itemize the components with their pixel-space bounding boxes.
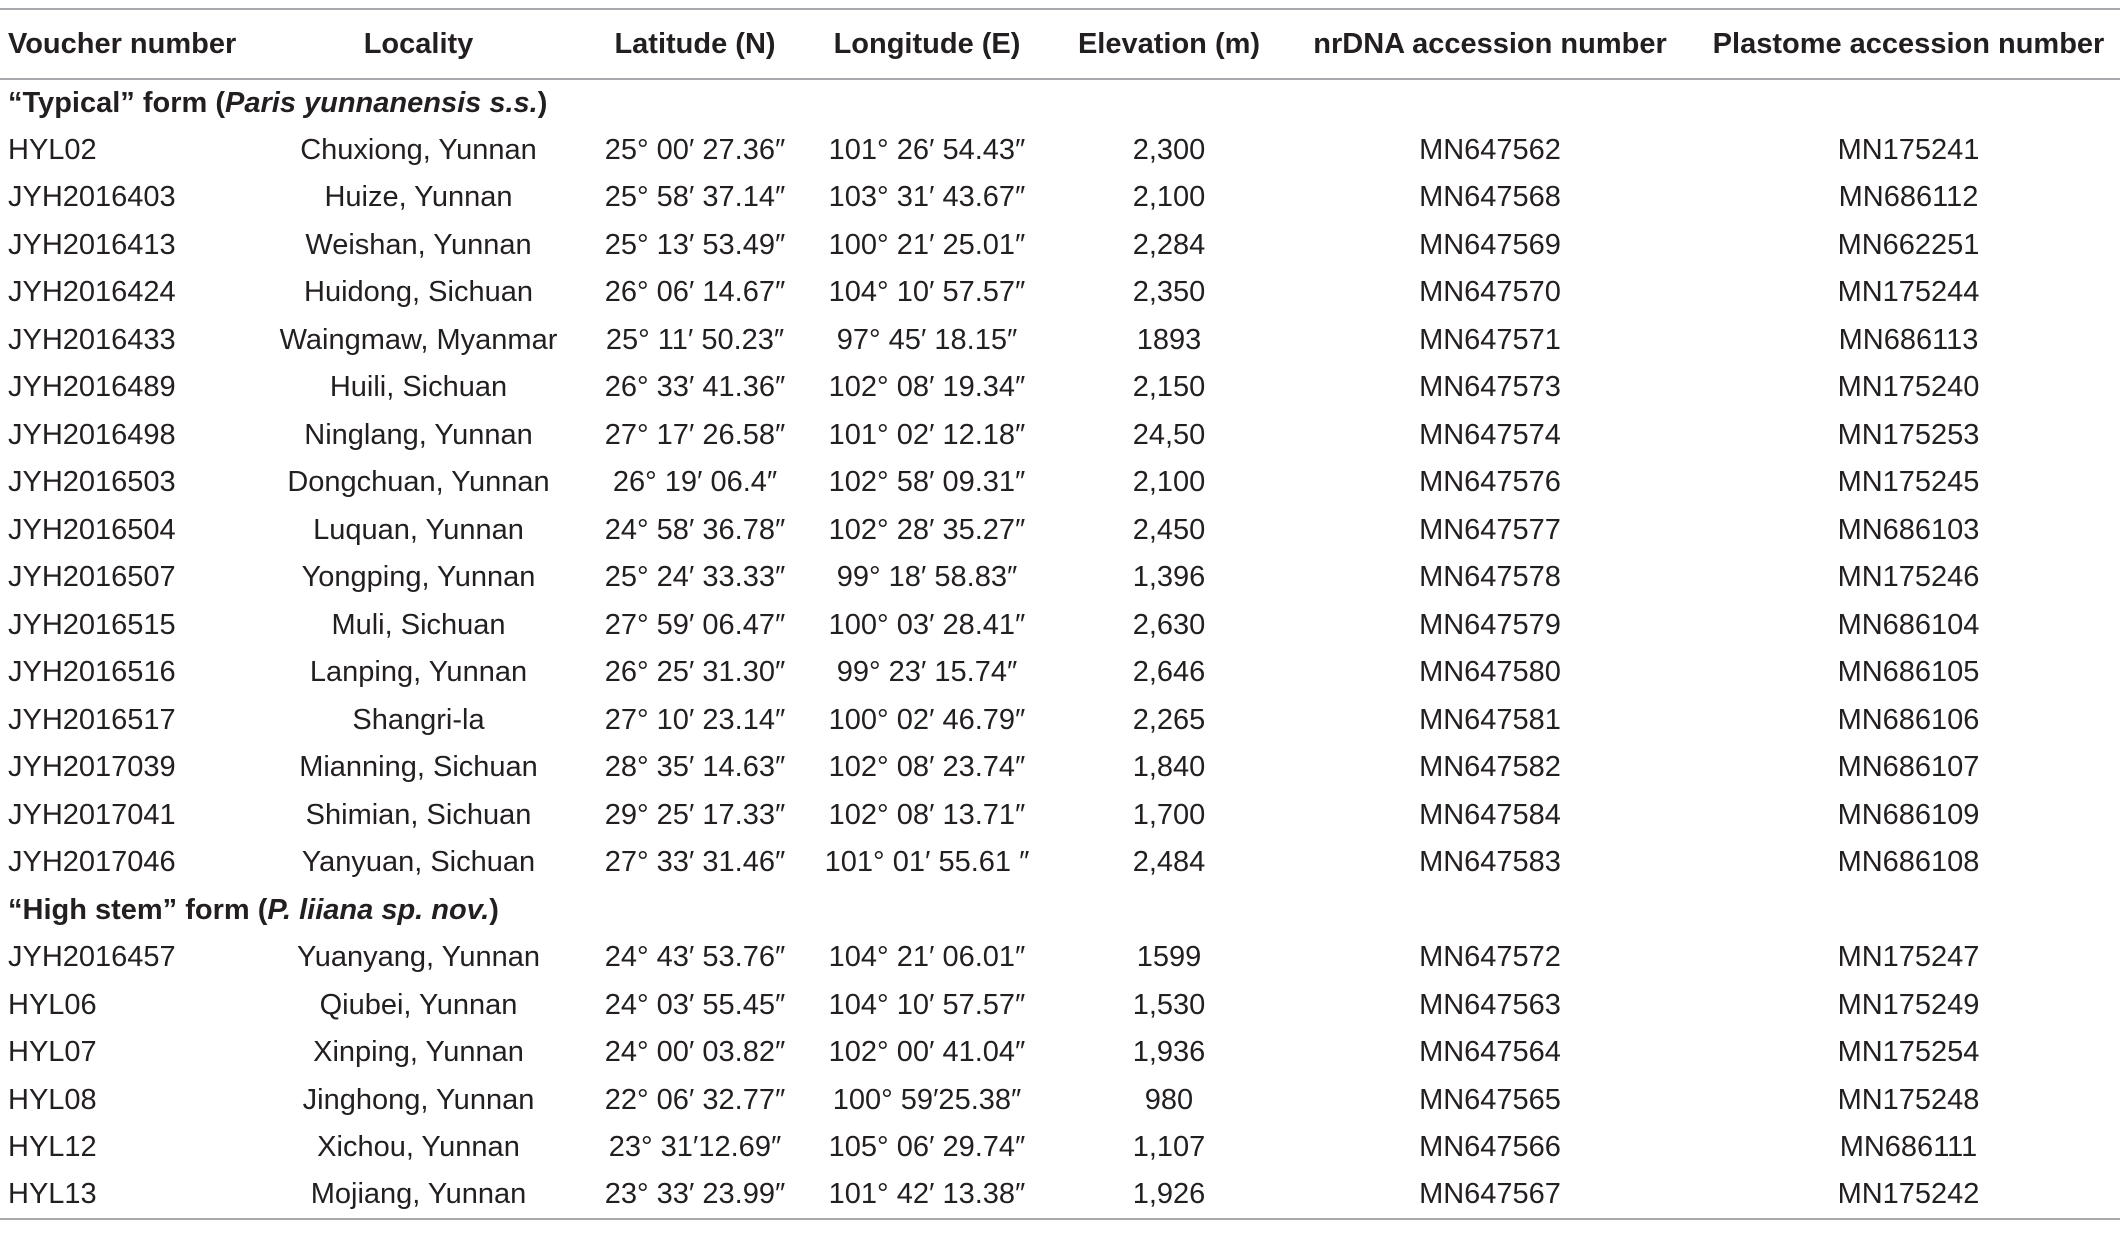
nrdna-accession-cell: MN647583 [1419, 846, 1561, 879]
voucher-number-cell: JYH2016457 [8, 941, 176, 974]
section-heading-prefix: “High stem” form ( [8, 893, 268, 926]
elevation-cell: 2,450 [1132, 513, 1206, 546]
header-row [0, 9, 2120, 79]
table-row [0, 1124, 2120, 1172]
longitude-cell: 99° 18′ 58.83″ [836, 561, 1018, 594]
header-elevation: Elevation (m) [1055, 9, 1283, 79]
plastome-accession-cell: MN686106 [1837, 703, 1980, 736]
voucher-number-cell: HYL02 [8, 133, 97, 166]
voucher-number-cell: HYL13 [0, 1172, 246, 1220]
latitude-cell: 27° 59′ 06.47″ [604, 608, 786, 641]
longitude-cell: 97° 45′ 18.15″ [836, 323, 1018, 356]
elevation-cell: 2,350 [1132, 276, 1206, 309]
locality-cell: Mianning, Sichuan [299, 751, 538, 784]
header-nrdna-accession: nrDNA accession number [1283, 9, 1697, 79]
longitude-cell: 102° 58′ 09.31″ [828, 466, 1026, 499]
nrdna-accession-cell: MN647576 [1419, 466, 1561, 499]
voucher-number-cell: HYL12 [8, 1131, 97, 1164]
table-row [0, 839, 2120, 887]
longitude-cell: 99° 23′ 15.74″ [836, 656, 1018, 689]
elevation-cell: 1,936 [1132, 1036, 1206, 1069]
elevation-cell: 2,300 [1132, 133, 1206, 166]
nrdna-accession-cell: MN647580 [1419, 656, 1561, 689]
plastome-accession-cell: MN686109 [1837, 798, 1980, 831]
plastome-accession-cell: MN686113 [1838, 323, 1979, 356]
voucher-number-cell: HYL06 [8, 988, 97, 1021]
table-row [0, 412, 2120, 460]
voucher-number-cell: JYH2016413 [8, 228, 176, 261]
elevation-cell: 2,150 [1132, 371, 1206, 404]
locality-cell: Yuanyang, Yunnan [297, 941, 540, 974]
latitude-cell: 26° 06′ 14.67″ [604, 276, 786, 309]
elevation-cell: 1599 [1136, 941, 1202, 974]
table-row [0, 1029, 2120, 1077]
locality-cell: Luquan, Yunnan [313, 513, 524, 546]
nrdna-accession-cell: MN647570 [1419, 276, 1561, 309]
longitude-cell: 101° 02′ 12.18″ [828, 418, 1026, 451]
locality-cell: Waingmaw, Myanmar [279, 323, 558, 356]
nrdna-accession-cell: MN647572 [1419, 941, 1561, 974]
latitude-cell: 27° 33′ 31.46″ [604, 846, 786, 879]
voucher-number-cell: JYH2016503 [8, 466, 176, 499]
locality-cell: Yanyuan, Sichuan [301, 846, 536, 879]
table-row [0, 792, 2120, 840]
locality-cell: Xinping, Yunnan [313, 1036, 524, 1069]
section-heading [0, 887, 2120, 935]
longitude-cell: 104° 21′ 06.01″ [828, 941, 1026, 974]
plastome-accession-cell: MN686103 [1837, 513, 1980, 546]
locality-cell: Weishan, Yunnan [305, 228, 532, 261]
elevation-cell: 1,840 [1132, 751, 1206, 784]
longitude-cell: 104° 10′ 57.57″ [828, 988, 1026, 1021]
latitude-cell: 24° 58′ 36.78″ [604, 513, 786, 546]
plastome-accession-cell: MN686107 [1837, 751, 1980, 784]
table-row [0, 602, 2120, 650]
header-plastome-accession: Plastome accession number [1697, 9, 2120, 79]
plastome-accession-cell: MN175241 [1837, 133, 1980, 166]
table-row [0, 507, 2120, 555]
nrdna-accession-cell: MN647567 [1283, 1172, 1697, 1220]
elevation-cell: 1,396 [1132, 561, 1206, 594]
nrdna-accession-cell: MN647563 [1419, 988, 1561, 1021]
longitude-cell: 105° 06′ 29.74″ [828, 1131, 1026, 1164]
nrdna-accession-cell: MN647581 [1419, 703, 1561, 736]
header-latitude: Latitude (N) [591, 9, 799, 79]
latitude-cell: 24° 00′ 03.82″ [604, 1036, 786, 1069]
elevation-cell: 1893 [1136, 323, 1202, 356]
longitude-cell: 101° 01′ 55.61 ″ [824, 846, 1030, 879]
voucher-number-cell: HYL08 [8, 1083, 97, 1116]
voucher-number-cell: JYH2016516 [8, 656, 176, 689]
elevation-cell: 2,630 [1132, 608, 1206, 641]
elevation-cell: 1,530 [1132, 988, 1206, 1021]
nrdna-accession-cell: MN647574 [1419, 418, 1561, 451]
voucher-number-cell: JYH2016424 [8, 276, 176, 309]
voucher-number-cell: JYH2016507 [8, 561, 176, 594]
plastome-accession-cell: MN686108 [1837, 846, 1980, 879]
header-longitude: Longitude (E) [799, 9, 1055, 79]
nrdna-accession-cell: MN647577 [1419, 513, 1561, 546]
plastome-accession-cell: MN175245 [1837, 466, 1980, 499]
longitude-cell: 101° 26′ 54.43″ [828, 133, 1026, 166]
plastome-accession-cell: MN686105 [1837, 656, 1980, 689]
plastome-accession-cell: MN175246 [1837, 561, 1980, 594]
section-heading-prefix: “Typical” form ( [8, 86, 225, 119]
section-heading-taxon: P. liiana sp. nov. [267, 893, 490, 926]
voucher-number-cell: JYH2016515 [8, 608, 176, 641]
latitude-cell: 23° 33′ 23.99″ [591, 1172, 799, 1220]
latitude-cell: 25° 58′ 37.14″ [604, 181, 786, 214]
locality-cell: Jinghong, Yunnan [302, 1083, 535, 1116]
table-header [0, 9, 2120, 79]
locality-cell: Ninglang, Yunnan [304, 418, 533, 451]
voucher-number-cell: HYL07 [8, 1036, 97, 1069]
nrdna-accession-cell: MN647564 [1419, 1036, 1561, 1069]
nrdna-accession-cell: MN647582 [1419, 751, 1561, 784]
elevation-cell: 2,100 [1132, 181, 1206, 214]
plastome-accession-cell: MN175242 [1697, 1172, 2120, 1220]
voucher-number-cell: JYH2016504 [8, 513, 176, 546]
specimen-table [0, 8, 2120, 1220]
elevation-cell: 1,107 [1132, 1131, 1206, 1164]
elevation-cell: 24,50 [1132, 418, 1206, 451]
latitude-cell: 27° 17′ 26.58″ [604, 418, 786, 451]
nrdna-accession-cell: MN647571 [1419, 323, 1561, 356]
table-row [0, 317, 2120, 365]
latitude-cell: 22° 06′ 32.77″ [604, 1083, 786, 1116]
voucher-number-cell: JYH2016433 [8, 323, 176, 356]
plastome-accession-cell: MN175253 [1837, 418, 1980, 451]
header-locality: Locality [246, 9, 591, 79]
table-row [0, 1077, 2120, 1125]
voucher-number-cell: JYH2016403 [8, 181, 176, 214]
elevation-cell: 2,284 [1132, 228, 1206, 261]
plastome-accession-cell: MN175254 [1837, 1036, 1980, 1069]
latitude-cell: 23° 31′12.69″ [608, 1131, 782, 1164]
locality-cell: Qiubei, Yunnan [319, 988, 518, 1021]
locality-cell: Shimian, Sichuan [305, 798, 532, 831]
nrdna-accession-cell: MN647578 [1419, 561, 1561, 594]
plastome-accession-cell: MN686112 [1838, 181, 1979, 214]
voucher-number-cell: JYH2017039 [8, 751, 176, 784]
locality-cell: Shangri-la [352, 703, 485, 736]
nrdna-accession-cell: MN647565 [1419, 1083, 1561, 1116]
longitude-cell: 102° 28′ 35.27″ [828, 513, 1026, 546]
table-row [0, 174, 2120, 222]
voucher-number-cell: JYH2017041 [8, 798, 176, 831]
nrdna-accession-cell: MN647562 [1419, 133, 1561, 166]
table-row [0, 982, 2120, 1030]
locality-cell: Lanping, Yunnan [309, 656, 528, 689]
elevation-cell: 1,700 [1132, 798, 1206, 831]
latitude-cell: 26° 25′ 31.30″ [604, 656, 786, 689]
section-heading-row [0, 79, 2120, 127]
longitude-cell: 100° 59′25.38″ [832, 1083, 1022, 1116]
table-row [0, 554, 2120, 602]
table-row [0, 222, 2120, 270]
voucher-number-cell: JYH2016489 [8, 371, 176, 404]
nrdna-accession-cell: MN647569 [1419, 228, 1561, 261]
latitude-cell: 24° 03′ 55.45″ [604, 988, 786, 1021]
section-heading-row [0, 887, 2120, 935]
locality-cell: Huili, Sichuan [329, 371, 508, 404]
voucher-number-cell: JYH2016498 [8, 418, 176, 451]
latitude-cell: 28° 35′ 14.63″ [604, 751, 786, 784]
elevation-cell: 2,100 [1132, 466, 1206, 499]
nrdna-accession-cell: MN647566 [1419, 1131, 1561, 1164]
elevation-cell: 2,265 [1132, 703, 1206, 736]
voucher-number-cell: JYH2017046 [8, 846, 176, 879]
longitude-cell: 100° 21′ 25.01″ [828, 228, 1026, 261]
longitude-cell: 100° 02′ 46.79″ [828, 703, 1026, 736]
locality-cell: Chuxiong, Yunnan [300, 133, 537, 166]
longitude-cell: 100° 03′ 28.41″ [828, 608, 1026, 641]
plastome-accession-cell: MN175247 [1837, 941, 1980, 974]
table-row [0, 1172, 2120, 1220]
elevation-cell: 2,484 [1132, 846, 1206, 879]
elevation-cell: 980 [1144, 1083, 1194, 1116]
latitude-cell: 24° 43′ 53.76″ [604, 941, 786, 974]
section-heading-suffix: ) [537, 86, 548, 119]
table-row [0, 364, 2120, 412]
longitude-cell: 102° 08′ 23.74″ [828, 751, 1026, 784]
locality-cell: Xichou, Yunnan [317, 1131, 520, 1164]
locality-cell: Yongping, Yunnan [301, 561, 536, 594]
latitude-cell: 29° 25′ 17.33″ [604, 798, 786, 831]
latitude-cell: 25° 13′ 53.49″ [604, 228, 786, 261]
longitude-cell: 102° 08′ 13.71″ [828, 798, 1026, 831]
longitude-cell: 104° 10′ 57.57″ [828, 276, 1026, 309]
elevation-cell: 2,646 [1132, 656, 1206, 689]
longitude-cell: 102° 00′ 41.04″ [828, 1036, 1026, 1069]
plastome-accession-cell: MN662251 [1837, 228, 1980, 261]
longitude-cell: 103° 31′ 43.67″ [828, 181, 1026, 214]
elevation-cell: 1,926 [1055, 1172, 1283, 1220]
plastome-accession-cell: MN175249 [1837, 988, 1980, 1021]
latitude-cell: 25° 24′ 33.33″ [604, 561, 786, 594]
nrdna-accession-cell: MN647584 [1419, 798, 1561, 831]
latitude-cell: 26° 33′ 41.36″ [604, 371, 786, 404]
section-heading-taxon: Paris yunnanensis s.s. [225, 86, 538, 119]
nrdna-accession-cell: MN647573 [1419, 371, 1561, 404]
plastome-accession-cell: MN175248 [1837, 1083, 1980, 1116]
table-row [0, 697, 2120, 745]
locality-cell: Dongchuan, Yunnan [287, 466, 550, 499]
latitude-cell: 27° 10′ 23.14″ [604, 703, 786, 736]
locality-cell: Huize, Yunnan [324, 181, 513, 214]
table-row [0, 744, 2120, 792]
header-voucher-number: Voucher number [0, 9, 246, 79]
locality-cell: Muli, Sichuan [331, 608, 506, 641]
locality-cell: Mojiang, Yunnan [246, 1172, 591, 1220]
latitude-cell: 25° 00′ 27.36″ [604, 133, 786, 166]
table-row [0, 459, 2120, 507]
nrdna-accession-cell: MN647579 [1419, 608, 1561, 641]
locality-cell: Huidong, Sichuan [304, 276, 533, 309]
plastome-accession-cell: MN175244 [1837, 276, 1980, 309]
table-row [0, 649, 2120, 697]
table-body [0, 79, 2120, 1219]
plastome-accession-cell: MN686104 [1837, 608, 1980, 641]
plastome-accession-cell: MN175240 [1837, 371, 1980, 404]
section-heading-suffix: ) [489, 893, 499, 926]
latitude-cell: 25° 11′ 50.23″ [605, 323, 785, 356]
nrdna-accession-cell: MN647568 [1419, 181, 1561, 214]
table-row [0, 269, 2120, 317]
longitude-cell: 101° 42′ 13.38″ [799, 1172, 1055, 1220]
latitude-cell: 26° 19′ 06.4″ [612, 466, 778, 499]
section-heading [0, 79, 2120, 127]
voucher-number-cell: JYH2016517 [8, 703, 176, 736]
table-row [0, 127, 2120, 175]
plastome-accession-cell: MN686111 [1839, 1131, 1978, 1164]
table-row [0, 934, 2120, 982]
longitude-cell: 102° 08′ 19.34″ [828, 371, 1026, 404]
